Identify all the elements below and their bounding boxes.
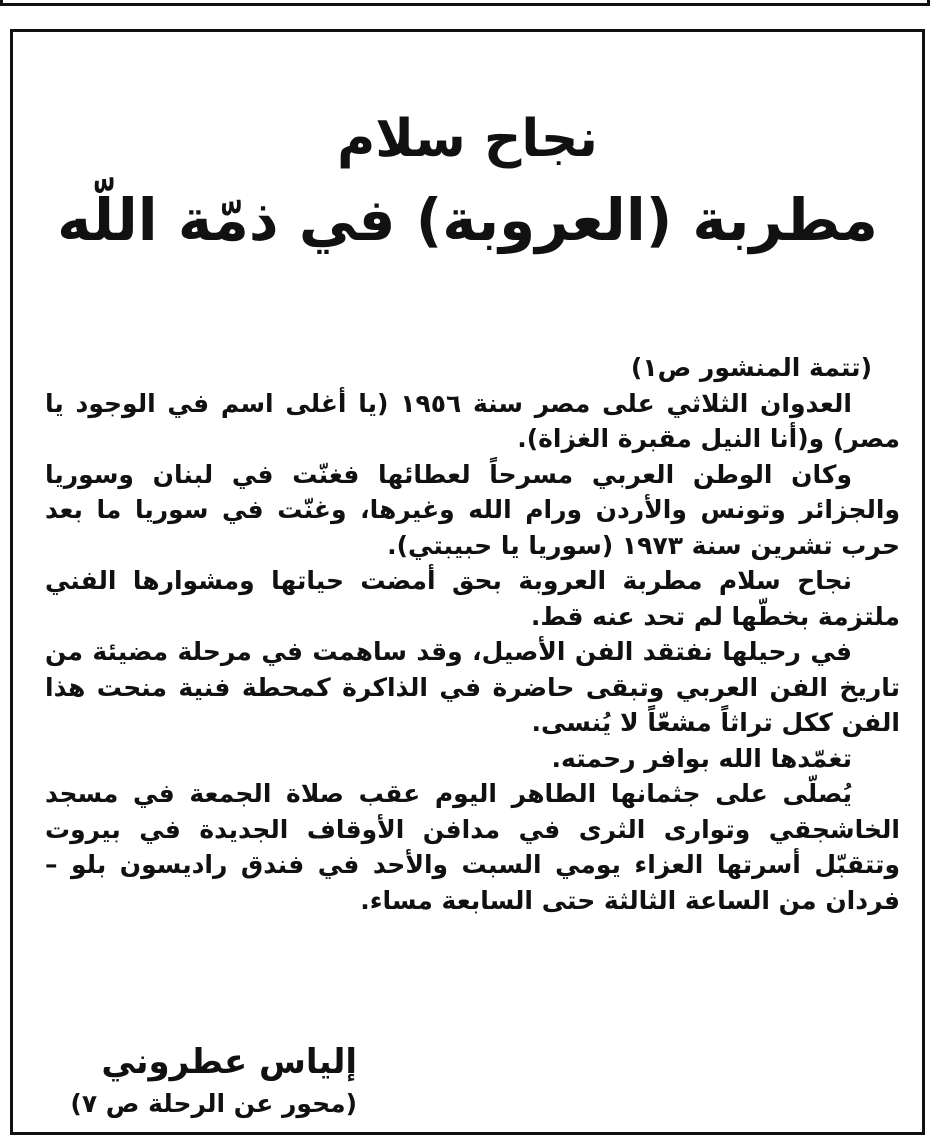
article-body: [45, 350, 900, 918]
article-line: مصر) و(أنا النيل مقبرة الغزاة).: [517, 424, 900, 453]
article-line: ملتزمة بخطّها لم تحد عنه قط.: [530, 601, 900, 631]
article-line: وتتقبّل أسرتها العزاء يومي السبت والأحد في فندق راديسون بلو –: [45, 850, 900, 879]
headline-name: نجاح سلام: [337, 109, 598, 169]
article-line: الخاشجقي وتوارى الثرى في مدافن الأوقاف الجديدة في بيروت: [45, 814, 900, 844]
article-line: العدوان الثلاثي على مصر سنة ١٩٥٦ (يا أغلى اسم في الوجود يا: [45, 388, 852, 418]
article-line: في رحيلها نفتقد الفن الأصيل، وقد ساهمت في مرحلة مضيئة من: [45, 637, 852, 666]
article-line: وكان الوطن العربي مسرحاً لعطائها فغنّت في لبنان وسوريا: [45, 459, 852, 489]
article-line: تاريخ الفن العربي وتبقى حاضرة في الذاكرة كمحطة فنية منحت هذا: [45, 672, 900, 702]
article-line: حرب تشرين سنة ١٩٧٣ (سوريا يا حبيبتي).: [387, 530, 900, 560]
article-line: فردان من الساعة الثالثة حتى السابعة مساء.: [360, 885, 900, 915]
article-line: تغمّدها الله بوافر رحمته.: [551, 743, 852, 773]
article-line: نجاح سلام مطربة العروبة بحق أمضت حياتها ومشوارها الفني: [45, 566, 852, 595]
continued-on-note: (محور عن الرحلة ص ٧): [70, 1089, 357, 1118]
headline-subtitle: مطربة (العروبة) في ذمّة اللّه: [57, 186, 878, 254]
continuation-note: (تتمة المنشور ص١): [630, 353, 872, 382]
article-line: يُصلّى على جثمانها الطاهر اليوم عقب صلاة الجمعة في مسجد: [45, 779, 852, 808]
author-name: إلياس عطروني: [101, 1042, 357, 1082]
article-line: والجزائر وتونس والأردن ورام الله وغيرها، وغنّت في سوريا ما بعد: [45, 495, 900, 524]
article-line: الفن ككل تراثاً مشعّاً لا يُنسى.: [531, 708, 900, 737]
article-frame: [10, 29, 925, 1135]
top-border-fragment: [0, 0, 930, 6]
